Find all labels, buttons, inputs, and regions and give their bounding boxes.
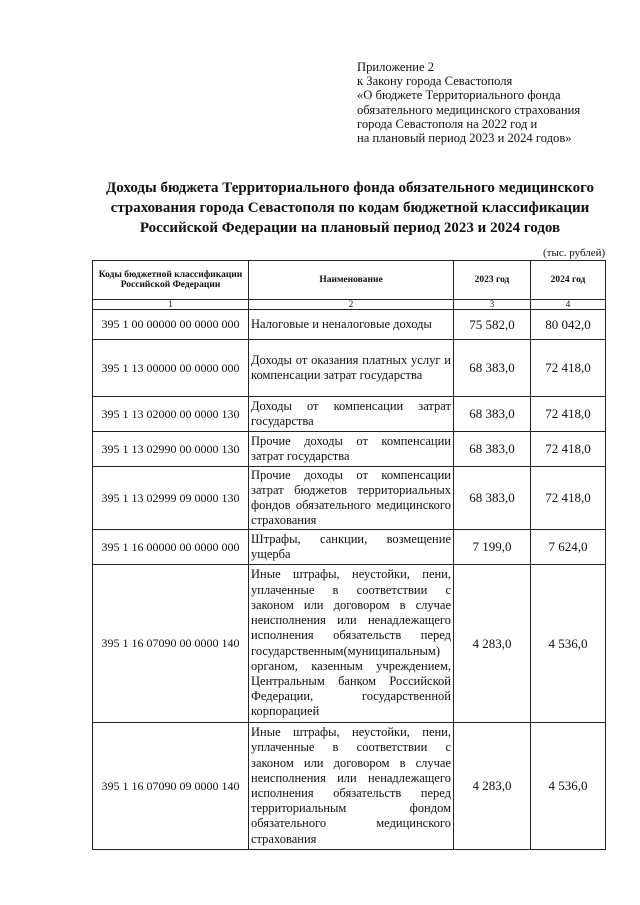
revenue-table — [92, 260, 606, 850]
header-codes: Коды бюджетной классификации Российской Федерации — [93, 261, 249, 300]
row-amount-2024: 4 536,0 — [531, 565, 606, 723]
row-amount-2024: 80 042,0 — [531, 310, 606, 340]
row-name: Штрафы, санкции, возмещение ущерба — [249, 530, 454, 565]
table-row — [93, 723, 606, 850]
title-line: Российской Федерации на плановый период 2023 и 2024 годов — [139, 220, 561, 236]
row-code: 395 1 16 07090 09 0000 140 — [93, 723, 249, 850]
column-number: 1 — [93, 300, 249, 310]
row-amount-2023: 7 199,0 — [454, 530, 531, 565]
table-header-row — [93, 261, 606, 300]
table-row — [93, 397, 606, 432]
row-name: Налоговые и неналоговые доходы — [249, 310, 454, 340]
appendix-note — [357, 60, 580, 145]
row-amount-2024: 7 624,0 — [531, 530, 606, 565]
table-row — [93, 340, 606, 397]
column-numbers-row — [93, 300, 606, 310]
appendix-line: на плановый период 2023 и 2024 годов» — [357, 131, 572, 146]
row-name: Прочие доходы от компенсации затрат бюджетов территориальных фондов обязательного медицинского страхования — [249, 467, 454, 530]
row-code: 395 1 13 02000 00 0000 130 — [93, 397, 249, 432]
header-2023: 2023 год — [454, 261, 531, 300]
row-code: 395 1 16 00000 00 0000 000 — [93, 530, 249, 565]
title-line: Доходы бюджета Территориального фонда обязательного медицинского — [105, 180, 595, 196]
appendix-line: к Закону города Севастополя — [357, 74, 513, 89]
row-amount-2024: 72 418,0 — [531, 432, 606, 467]
row-name: Доходы от оказания платных услуг и компенсации затрат государства — [249, 340, 454, 397]
appendix-line: Приложение 2 — [357, 60, 435, 74]
table-row — [93, 530, 606, 565]
row-code: 395 1 13 02990 00 0000 130 — [93, 432, 249, 467]
column-number: 3 — [454, 300, 531, 310]
row-code: 395 1 13 02999 09 0000 130 — [93, 467, 249, 530]
appendix-line: города Севастополя на 2022 год и — [357, 116, 538, 131]
row-amount-2024: 72 418,0 — [531, 397, 606, 432]
row-amount-2023: 68 383,0 — [454, 467, 531, 530]
table-row — [93, 310, 606, 340]
row-code: 395 1 13 00000 00 0000 000 — [93, 340, 249, 397]
appendix-line: обязательного медицинского страхования — [357, 102, 581, 117]
table-row — [93, 467, 606, 530]
units-label: (тыс. рублей) — [543, 247, 606, 259]
row-amount-2024: 4 536,0 — [531, 723, 606, 850]
document-title — [70, 178, 630, 238]
row-amount-2023: 75 582,0 — [454, 310, 531, 340]
column-number: 2 — [249, 300, 454, 310]
row-name: Прочие доходы от компенсации затрат государства — [249, 432, 454, 467]
row-amount-2023: 68 383,0 — [454, 340, 531, 397]
column-number: 4 — [531, 300, 606, 310]
title-line: страхования города Севастополя по кодам бюджетной классификации — [110, 200, 590, 216]
row-amount-2024: 72 418,0 — [531, 467, 606, 530]
row-code: 395 1 00 00000 00 0000 000 — [93, 310, 249, 340]
table-row — [93, 432, 606, 467]
table-row — [93, 565, 606, 723]
header-name: Наименование — [249, 261, 454, 300]
row-amount-2024: 72 418,0 — [531, 340, 606, 397]
row-amount-2023: 4 283,0 — [454, 565, 531, 723]
appendix-line: «О бюджете Территориального фонда — [357, 88, 561, 103]
row-name: Доходы от компенсации затрат государства — [249, 397, 454, 432]
row-amount-2023: 68 383,0 — [454, 397, 531, 432]
row-name: Иные штрафы, неустойки, пени, уплаченные в соответствии с законом или договором в случае неисполнения или ненадлежащего исполнения обязательств перед территориальным фондом обязательного медицинского страхования — [249, 723, 454, 850]
row-code: 395 1 16 07090 00 0000 140 — [93, 565, 249, 723]
header-2024: 2024 год — [531, 261, 606, 300]
row-amount-2023: 68 383,0 — [454, 432, 531, 467]
row-amount-2023: 4 283,0 — [454, 723, 531, 850]
row-name: Иные штрафы, неустойки, пени, уплаченные в соответствии с законом или договором в случае неисполнения или ненадлежащего исполнения обязательств перед государственным(муниципальным) органом, казенным учреждением, Центральным банком Российской Федерации, государственной корпорацией — [249, 565, 454, 723]
